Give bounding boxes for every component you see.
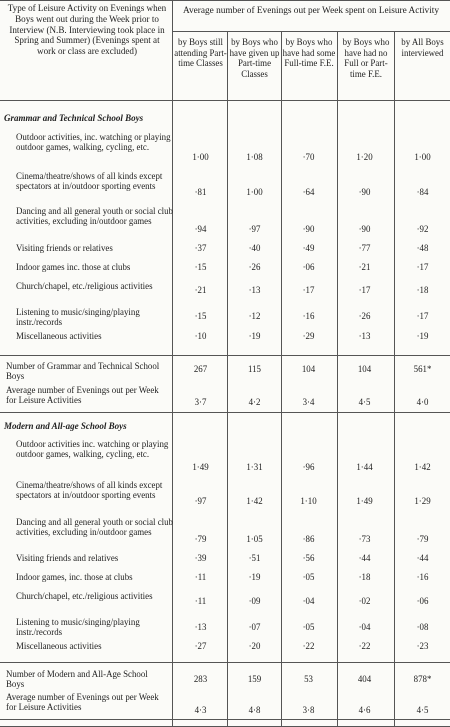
table-cell: ·11 <box>194 572 207 582</box>
table-cell: 1·00 <box>246 187 263 197</box>
table-cell: 1·44 <box>356 462 373 472</box>
average-cell: 4·3 <box>194 705 207 715</box>
header-bottom-rule <box>0 100 450 101</box>
table-cell: ·86 <box>302 534 315 544</box>
table-cell: ·11 <box>194 596 207 606</box>
table-cell: ·70 <box>302 152 315 162</box>
table-cell: ·94 <box>194 224 207 234</box>
table-cell: ·18 <box>416 285 429 295</box>
table-cell: ·08 <box>416 622 429 632</box>
activity-column-heading: Type of Leisure Activity on Evenings when Boys went out during the Week prior to Interview (N.B. Interviewing took place in Spring and Summer) (Evenings spent at work or class are excluded) <box>7 3 167 57</box>
average-row-label: Average number of Evenings out per Week for Leisure Activities <box>6 692 159 713</box>
table-cell: ·51 <box>248 553 261 563</box>
table-cell: ·23 <box>416 641 429 651</box>
table-cell: ·90 <box>302 224 315 234</box>
table-cell: ·21 <box>358 262 371 272</box>
row-label: Outdoor activities, inc. watching or playing outdoor games, walking, cycling, etc. <box>16 132 171 153</box>
table-cell: ·90 <box>358 187 371 197</box>
table-cell: ·21 <box>194 285 207 295</box>
average-cell: 4·0 <box>416 397 429 407</box>
count-cell: 159 <box>247 674 262 684</box>
table-cell: ·16 <box>302 311 315 321</box>
table-cell: ·19 <box>416 331 429 341</box>
table-cell: ·81 <box>194 187 207 197</box>
table-cell: ·13 <box>194 622 207 632</box>
table-cell: ·20 <box>248 641 261 651</box>
table-cell: ·17 <box>302 285 315 295</box>
column-header-given-up: by Boys who have given up Part-time Classes <box>229 37 280 79</box>
section-divider-rule <box>0 662 450 663</box>
table-cell: ·15 <box>194 311 207 321</box>
count-row-label: Number of Modern and All-Age School Boys <box>6 669 148 690</box>
average-cell: 4·2 <box>248 397 261 407</box>
row-label: Miscellaneous activities <box>16 331 102 341</box>
section-title: Modern and All-age School Boys <box>4 421 127 431</box>
table-cell: 1·42 <box>414 462 431 472</box>
row-label: Indoor games inc. those at clubs <box>16 262 131 272</box>
table-cell: ·97 <box>194 496 207 506</box>
table-cell: ·07 <box>248 622 261 632</box>
table-cell: ·05 <box>302 622 315 632</box>
row-label: Church/chapel, etc./religious activities <box>16 281 153 291</box>
table-cell: 1·49 <box>192 462 209 472</box>
table-cell: ·73 <box>358 534 371 544</box>
table-cell: ·27 <box>194 641 207 651</box>
table-cell: ·18 <box>358 572 371 582</box>
table-cell: ·79 <box>416 534 429 544</box>
table-cell: ·13 <box>358 331 371 341</box>
table-cell: ·56 <box>302 553 315 563</box>
table-cell: ·44 <box>358 553 371 563</box>
table-cell: ·49 <box>302 243 315 253</box>
average-cell: 4·5 <box>358 397 371 407</box>
count-cell: 104 <box>301 364 316 374</box>
count-cell: 115 <box>248 364 261 374</box>
row-label: Outdoor activities inc. watching or playing outdoor games, walking, cycling, etc. <box>16 439 169 460</box>
count-cell: 104 <box>357 364 372 374</box>
table-cell: ·15 <box>194 262 207 272</box>
table-cell: ·19 <box>248 572 261 582</box>
table-cell: ·44 <box>416 553 429 563</box>
average-cell: 3·4 <box>302 397 315 407</box>
row-label: Visiting friends or relatives <box>16 243 113 253</box>
table-cell: ·77 <box>358 243 371 253</box>
table-cell: 1·08 <box>246 152 263 162</box>
table-cell: ·26 <box>248 262 261 272</box>
row-label: Miscellaneous activities <box>16 641 102 651</box>
count-cell: 404 <box>357 674 372 684</box>
average-cell: 4·8 <box>248 705 261 715</box>
table-cell: ·97 <box>248 224 261 234</box>
table-cell: 1·29 <box>414 496 431 506</box>
average-cell: 4·5 <box>416 705 429 715</box>
table-cell: ·40 <box>248 243 261 253</box>
table-cell: 1·31 <box>246 462 263 472</box>
section-title: Grammar and Technical School Boys <box>4 113 144 123</box>
column-header-all-boys: by All Boys interviewed <box>401 37 444 58</box>
count-cell: 878* <box>413 674 432 684</box>
table-cell: ·48 <box>416 243 429 253</box>
table-cell: 1·20 <box>356 152 373 162</box>
row-label: Dancing and all general youth or social club activities, excluding in/outdoor games <box>16 206 173 227</box>
table-cell: ·06 <box>302 262 315 272</box>
table-cell: 1·42 <box>246 496 263 506</box>
section-divider-rule <box>0 355 450 356</box>
count-cell: 283 <box>193 674 208 684</box>
table-cell: ·05 <box>302 572 315 582</box>
table-cell: ·02 <box>358 596 371 606</box>
table-bottom-rule <box>0 719 450 720</box>
column-header-full-time: by Boys who have had some Full-time F.E. <box>282 37 336 69</box>
table-cell: ·39 <box>194 553 207 563</box>
table-cell: 1·00 <box>414 152 431 162</box>
table-cell: ·92 <box>416 224 429 234</box>
table-cell: ·06 <box>416 596 429 606</box>
row-label: Church/chapel, etc./religious activities <box>16 591 153 601</box>
table-cell: ·12 <box>248 311 261 321</box>
row-label: Listening to music/singing/playing instr./records <box>16 307 140 328</box>
table-cell: ·16 <box>416 572 429 582</box>
table-cell: 1·05 <box>246 534 263 544</box>
section-divider-rule <box>0 412 450 413</box>
column-header-part-time: by Boys still attending Part-time Classes <box>174 37 227 69</box>
row-label: Cinema/theatre/shows of all kinds except spectators at in/outdoor sporting events <box>16 171 163 192</box>
table-cell: ·04 <box>358 622 371 632</box>
table-cell: ·22 <box>302 641 315 651</box>
row-label: Indoor games, inc. those at clubs <box>16 572 133 582</box>
table-cell: ·04 <box>302 596 315 606</box>
column-header-no-fe: by Boys who have had no Full or Part-time F.E. <box>342 37 390 79</box>
header-sub-rule <box>172 31 450 32</box>
row-label: Listening to music/singing/playing instr./records <box>16 617 140 638</box>
table-cell: ·22 <box>358 641 371 651</box>
table-cell: ·10 <box>194 331 207 341</box>
table-cell: ·96 <box>302 462 315 472</box>
table-cell: ·90 <box>358 224 371 234</box>
average-cell: 3·8 <box>302 705 315 715</box>
table-cell: ·17 <box>416 311 429 321</box>
count-cell: 53 <box>304 674 313 684</box>
table-cell: ·13 <box>248 285 261 295</box>
table-cell: ·84 <box>416 187 429 197</box>
table-cell: 1·00 <box>192 152 209 162</box>
table-cell: 1·10 <box>300 496 317 506</box>
table-cell: ·79 <box>194 534 207 544</box>
count-cell: 267 <box>193 364 208 374</box>
row-label: Visiting friends and relatives <box>16 553 119 563</box>
evenings-out-heading: Average number of Evenings out per Week spent on Leisure Activity <box>182 6 440 16</box>
table-cell: ·37 <box>194 243 207 253</box>
table-cell: ·17 <box>416 262 429 272</box>
row-label: Cinema/theatre/shows of all kinds except spectators at in/outdoor sporting events <box>16 480 163 501</box>
table-cell: ·64 <box>302 187 315 197</box>
average-row-label: Average number of Evenings out per Week for Leisure Activities <box>6 385 159 406</box>
row-label: Dancing and all general youth or social club activities, excluding in/outdoor games <box>16 517 173 538</box>
average-cell: 3·7 <box>194 397 207 407</box>
table-top-rule <box>0 0 450 1</box>
table-cell: ·26 <box>358 311 371 321</box>
count-row-label: Number of Grammar and Technical School Boys <box>6 361 160 382</box>
average-cell: 4·6 <box>358 705 371 715</box>
table-cell: 1·49 <box>356 496 373 506</box>
table-cell: ·29 <box>302 331 315 341</box>
table-cell: ·19 <box>248 331 261 341</box>
table-cell: ·17 <box>358 285 371 295</box>
table-cell: ·09 <box>248 596 261 606</box>
count-cell: 561* <box>413 364 432 374</box>
